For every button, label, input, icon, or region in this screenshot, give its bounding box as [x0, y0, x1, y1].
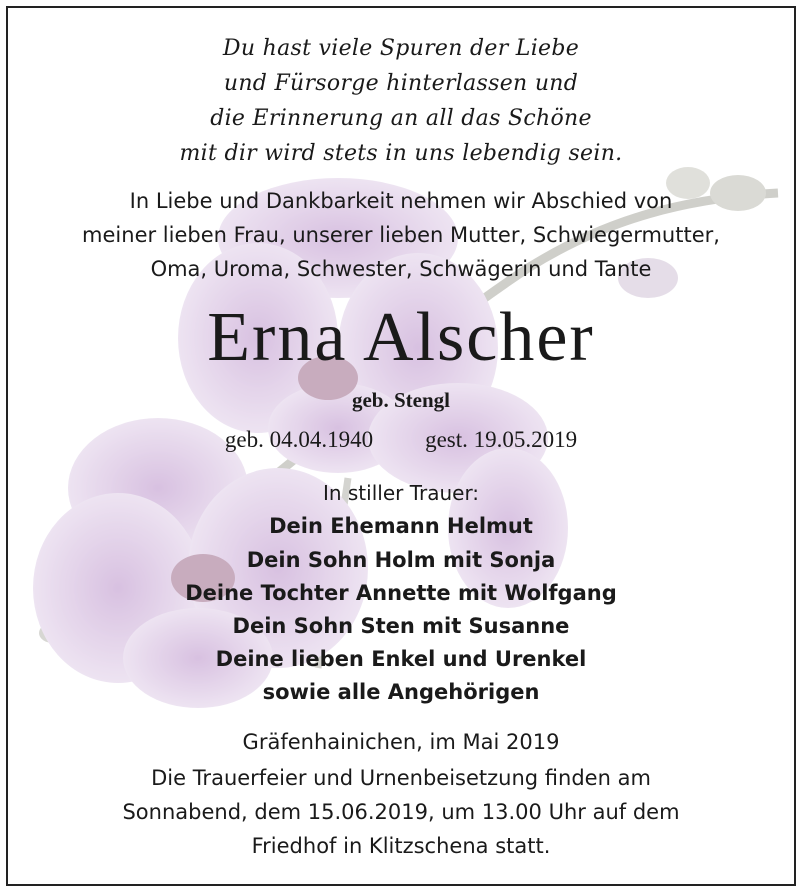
funeral-notice-line: Friedhof in Klitzschena statt. [251, 834, 551, 858]
mourner-line: Dein Ehemann Helmut [269, 514, 533, 538]
poem-line: und Fürsorge hinterlassen und [223, 71, 579, 96]
birth-date: geb. 04.04.1940 [224, 427, 374, 452]
deceased-name: Erna Alscher [207, 299, 595, 376]
funeral-notice-line: Sonnabend, dem 15.06.2019, um 13.00 Uhr auf dem [122, 800, 680, 824]
mourner-line: sowie alle Angehörigen [262, 680, 540, 704]
obituary-text [8, 8, 794, 884]
intro-line: Oma, Uroma, Schwester, Schwägerin und Tante [150, 257, 652, 281]
intro-line: In Liebe und Dankbarkeit nehmen wir Abschied von [129, 189, 673, 213]
poem-line: Du hast viele Spuren der Liebe [222, 36, 580, 61]
poem-line: mit dir wird stets in uns lebendig sein. [179, 141, 623, 166]
poem-line: die Erinnerung an all das Schöne [210, 106, 592, 131]
funeral-notice-line: Die Trauerfeier und Urnenbeisetzung finden am [151, 766, 651, 790]
mourner-line: Deine Tochter Annette mit Wolfgang [185, 581, 617, 605]
intro-line: meiner lieben Frau, unserer lieben Mutter, Schwiegermutter, [82, 223, 720, 247]
place-and-date: Gräfenhainichen, im Mai 2019 [242, 730, 560, 754]
obituary-frame [6, 6, 796, 886]
mourner-line: Dein Sohn Holm mit Sonja [246, 548, 556, 572]
mourners-heading: In stiller Trauer: [322, 481, 480, 505]
life-dates [8, 427, 794, 453]
mourner-line: Deine lieben Enkel und Urenkel [215, 647, 587, 671]
death-date: gest. 19.05.2019 [425, 427, 578, 452]
birth-name: geb. Stengl [351, 388, 450, 412]
mourner-line: Dein Sohn Sten mit Susanne [232, 614, 570, 638]
